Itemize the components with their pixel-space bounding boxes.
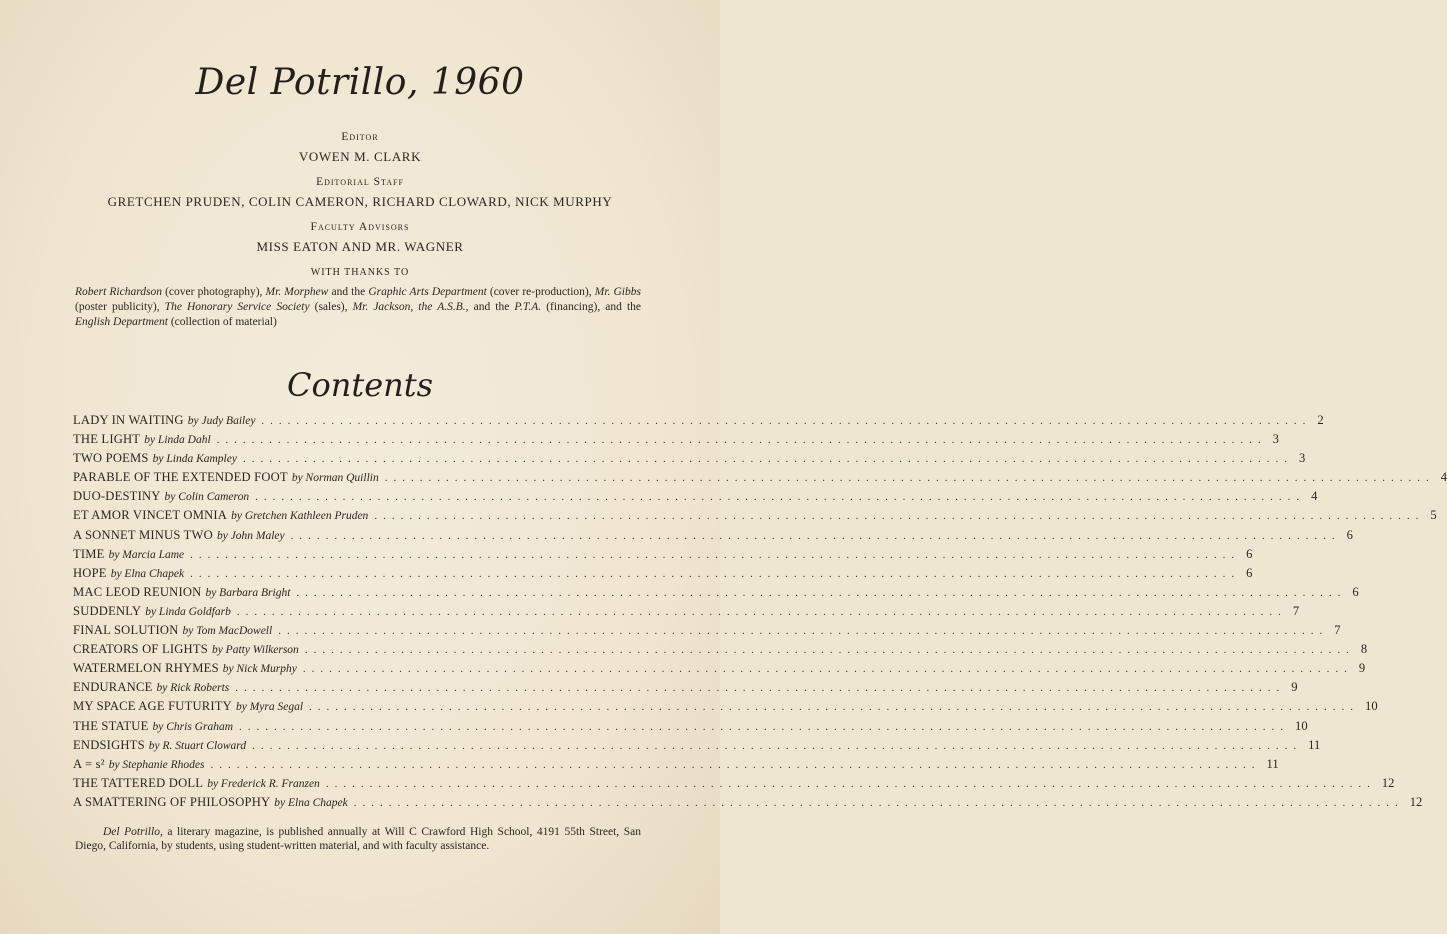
toc-author: by Barbara Bright (205, 586, 291, 599)
toc-author: by Rick Roberts (156, 682, 230, 695)
toc-leader-dots: ........................................................................................................................ (242, 453, 1293, 466)
toc-page-number: 3 (1298, 451, 1306, 466)
toc-page-number: 2 (1317, 413, 1324, 427)
toc-leader-dots: ........................................................................................................................ (261, 415, 1312, 427)
advisors-label: Faculty Advisors (310, 221, 410, 233)
acknowledgement-run: The Honorary Service Society (164, 301, 310, 313)
advisors-names: MISS EATON AND MR. WAGNER (256, 239, 464, 254)
toc-page-number: 7 (1334, 623, 1341, 638)
toc-page-number: 9 (1358, 661, 1366, 676)
acknowledgement-run: (cover photography), (162, 286, 266, 298)
toc-page-number: 12 (1409, 794, 1423, 809)
table-of-contents (73, 413, 1447, 814)
toc-page-number: 6 (1246, 565, 1253, 580)
toc-entry (73, 413, 1324, 432)
toc-entry (73, 508, 1437, 527)
toc-leader-dots: ........................................................................................................................ (309, 701, 1360, 714)
toc-title: MY SPACE AGE FUTURITY (73, 699, 232, 714)
toc-page-number: 12 (1381, 775, 1395, 790)
toc-leader-dots: ........................................................................................................................ (216, 434, 1267, 447)
toc-title: PARABLE OF THE EXTENDED FOOT (73, 470, 288, 485)
toc-author: by Chris Graham (152, 720, 234, 733)
toc-entry (73, 718, 1308, 738)
toc-entry (73, 527, 1353, 547)
toc-title: THE TATTERED DOLL (73, 775, 204, 790)
toc-leader-dots: ........................................................................................................................ (302, 663, 1353, 676)
toc-title: A = s² (73, 756, 105, 771)
toc-page-number: 10 (1295, 718, 1308, 733)
toc-author: by Linda Dahl (144, 434, 211, 447)
publication-note (75, 825, 641, 853)
acknowledgement-run: (cover re-production), (486, 286, 595, 298)
toc-entry (73, 546, 1253, 566)
toc-leader-dots: ........................................................................................................................ (190, 548, 1241, 561)
toc-author: by Linda Goldfarb (145, 605, 231, 618)
toc-title: ENDSIGHTS (73, 737, 145, 752)
toc-title: THE LIGHT (73, 432, 141, 447)
acknowledgement-run: Mr. Gibbs (594, 286, 641, 298)
toc-entry (73, 642, 1368, 661)
toc-title: WATERMELON RHYMES (73, 661, 219, 676)
toc-author: by Elna Chapek (110, 567, 185, 580)
toc-author: by Judy Bailey (187, 415, 256, 427)
toc-entry (73, 470, 1447, 489)
toc-entry (73, 603, 1300, 623)
thanks-label (0, 267, 720, 278)
toc-author: by Frederick R. Franzen (207, 777, 320, 790)
toc-page-number: 6 (1346, 527, 1353, 542)
toc-author: by Linda Kampley (152, 453, 237, 466)
toc-entry (73, 584, 1359, 604)
toc-leader-dots: ........................................................................................................................ (255, 491, 1306, 504)
toc-title: CREATORS OF LIGHTS (73, 642, 208, 657)
acknowledgement-run: (poster publicity), (75, 301, 165, 313)
toc-author: by Elna Chapek (274, 796, 348, 809)
toc-entry (73, 699, 1378, 718)
acknowledgement-run: Mr. Jackson, the A.S.B. (352, 301, 466, 313)
toc-author: by R. Stuart Cloward (148, 739, 247, 752)
acknowledgement-run: Graphic Arts Department (368, 286, 487, 298)
toc-title: HOPE (73, 565, 107, 580)
footer-text: , a literary magazine, is published annually at Will C Crawford High School, 4191 55th Street, San Diego, California, by students, using student-written material, and with faculty assistance. (75, 826, 641, 852)
toc-page-number: 6 (1352, 584, 1359, 599)
toc-author: by Stephanie Rhodes (108, 758, 205, 771)
toc-entry (73, 775, 1395, 795)
toc-leader-dots: ........................................................................................................................ (296, 586, 1347, 599)
masthead-title: Del Potrillo, 1960 (195, 62, 525, 103)
toc-leader-dots: ........................................................................................................................ (239, 720, 1290, 733)
toc-page-number: 7 (1292, 603, 1300, 618)
toc-entry (73, 565, 1253, 585)
toc-page-number: 11 (1266, 756, 1279, 771)
toc-author: by Myra Segal (235, 701, 304, 714)
toc-leader-dots: ........................................................................................................................ (190, 567, 1241, 580)
acknowledgements-text (75, 285, 641, 330)
toc-title: A SMATTERING OF PHILOSOPHY (73, 794, 271, 809)
toc-entry (73, 756, 1279, 776)
toc-page-number: 10 (1365, 699, 1378, 714)
toc-title: FINAL SOLUTION (73, 623, 179, 638)
toc-entry (73, 432, 1279, 451)
acknowledgement-run: P.T.A. (514, 301, 542, 313)
staff-section (0, 176, 720, 210)
toc-author: by Nick Murphy (222, 663, 297, 676)
staff-label: Editorial Staff (316, 176, 404, 188)
acknowledgement-run: Robert Richardson (75, 286, 162, 298)
toc-entry (73, 661, 1366, 680)
toc-title: SUDDENLY (73, 603, 142, 618)
toc-leader-dots: ........................................................................................................................ (384, 472, 1435, 485)
toc-leader-dots: ........................................................................................................................ (290, 529, 1341, 542)
contents-heading: Contents (286, 366, 434, 404)
toc-leader-dots: ........................................................................................................................ (278, 625, 1329, 638)
editor-name: VOWEN M. CLARK (298, 149, 422, 164)
editor-section (0, 131, 720, 165)
toc-leader-dots: ........................................................................................................................ (304, 644, 1355, 657)
toc-author: by Marcia Lame (108, 548, 185, 561)
toc-entry (73, 623, 1341, 642)
toc-leader-dots: ........................................................................................................................ (210, 758, 1261, 771)
toc-leader-dots: ........................................................................................................................ (325, 777, 1376, 790)
toc-title: THE STATUE (73, 718, 149, 733)
toc-entry (73, 489, 1318, 508)
acknowledgement-run: , and the (465, 301, 515, 313)
toc-author: by Gretchen Kathleen Pruden (231, 510, 369, 523)
toc-entry (73, 737, 1321, 757)
advisors-section (0, 221, 720, 255)
toc-author: by Tom MacDowell (182, 625, 273, 638)
toc-page-number: 4 (1311, 489, 1318, 504)
toc-page-number: 4 (1440, 470, 1447, 485)
acknowledgement-run: English Department (75, 316, 168, 328)
toc-leader-dots: ........................................................................................................................ (235, 682, 1286, 695)
toc-title: ENDURANCE (73, 680, 153, 695)
acknowledgement-run: (financing), and the (541, 301, 641, 313)
acknowledgement-run: and the (328, 286, 369, 298)
toc-page-number: 3 (1272, 432, 1279, 447)
toc-page-number: 9 (1291, 680, 1298, 695)
acknowledgement-run: Mr. Morphew (265, 286, 329, 298)
acknowledgement-run: (collection of material) (167, 316, 277, 328)
toc-title: ET AMOR VINCET OMNIA (73, 508, 228, 523)
toc-author: by John Maley (216, 529, 285, 542)
toc-title: TWO POEMS (73, 451, 149, 466)
toc-page-number: 5 (1430, 508, 1437, 523)
toc-entry (73, 794, 1423, 814)
toc-title: TIME (73, 546, 105, 561)
toc-leader-dots: ........................................................................................................................ (374, 510, 1425, 523)
toc-author: by Colin Cameron (164, 491, 250, 504)
toc-entry (73, 451, 1306, 470)
toc-entry (73, 680, 1298, 699)
toc-leader-dots: ........................................................................................................................ (252, 739, 1303, 752)
footer-magazine-name: Del Potrillo (103, 826, 160, 838)
editor-label: Editor (341, 131, 379, 143)
toc-author: by Norman Quillin (291, 472, 379, 485)
toc-title: MAC LEOD REUNION (73, 584, 202, 599)
toc-title: A SONNET MINUS TWO (73, 527, 213, 542)
toc-title: DUO-DESTINY (73, 489, 161, 504)
toc-page-number: 6 (1246, 546, 1253, 561)
toc-leader-dots: ........................................................................................................................ (236, 605, 1287, 618)
acknowledgement-run: (sales), (309, 301, 353, 313)
toc-author: by Patty Wilkerson (211, 644, 299, 657)
toc-title: LADY IN WAITING (73, 413, 184, 427)
toc-page-number: 11 (1308, 737, 1321, 752)
toc-page-number: 8 (1360, 642, 1368, 657)
staff-names: GRETCHEN PRUDEN, COLIN CAMERON, RICHARD CLOWARD, NICK MURPHY (107, 194, 613, 209)
thanks-heading: WITH THANKS TO (310, 267, 410, 278)
toc-leader-dots: ........................................................................................................................ (353, 796, 1404, 809)
